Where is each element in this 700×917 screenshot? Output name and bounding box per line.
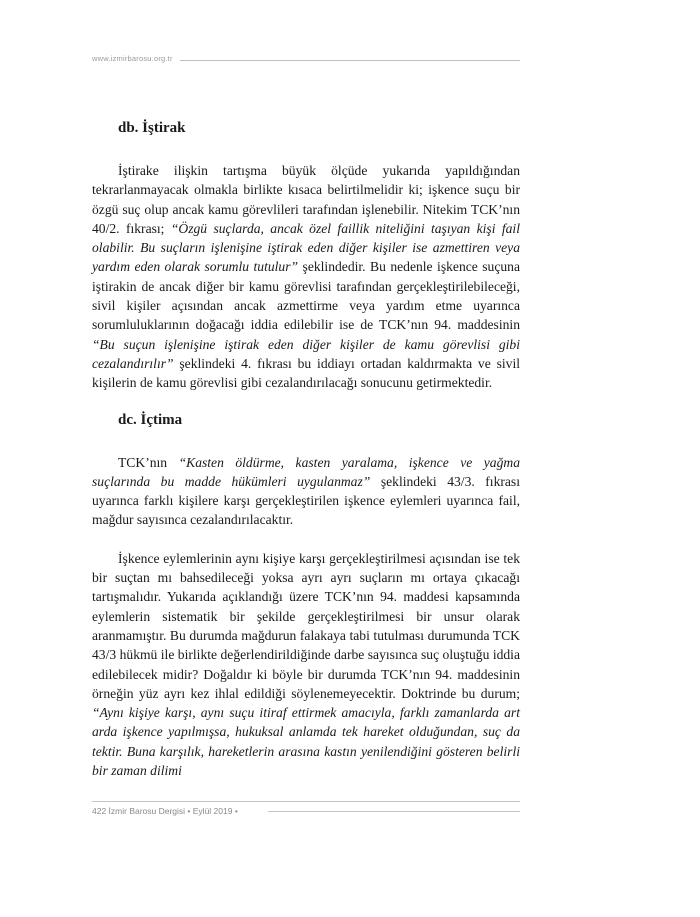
body-text: İşkence eylemlerinin aynı kişiye karşı gerçekleştirilmesi açısından ise tek bir suçtan mı bahsedileceği yoksa ayrı ayrı suçların mı ortaya çıkacağı tartışmalıdır. Yukarıda açıklandığı üzere TCK’nın 94. maddesi kapsamında eylemlerin sistematik bir şekilde gerçekleştirilmesi bir unsur olarak aranmamıştır. Bu durumda mağdurun falakaya tabi tutulması durumunda TCK 43/3 hükmü ile birlikte değerlendirildiğinde darbe sayısınca suç oluştuğu iddia edilebilecek midir? Doğaldır ki böyle bir durumda TCK’nın 94. maddesinin örneğin yüz ayrı kez ihlal edildiği söylenemeyecektir. Doktrinde bu durum; — [92, 550, 520, 701]
paragraph-ictima-1 — [92, 453, 520, 530]
header-divider — [180, 60, 520, 61]
section-heading-ictima: dc. İçtima — [118, 411, 183, 428]
paragraph-ictima-2 — [92, 549, 520, 781]
body-text: şeklindeki 4. fıkrası bu iddiayı ortadan kaldırmakta ve sivil kişilerin de kamu görevlisi gibi cezalandırılacağı sonucunu getirmektedir. — [92, 355, 520, 391]
body-text: İştirake ilişkin tartışma büyük ölçüde yukarıda yapıldığından tekrarlanmayacak olmakla birlikte kısaca belirtilmelidir ki; işkence suçu bir özgü suç olup ancak kamu görevlileri tarafından işlenebilir. Nitekim TCK’nın 40/2. fıkrası; — [92, 163, 520, 236]
body-text: şeklindedir. Bu nedenle işkence suçuna iştirakin de ancak diğer bir kamu görevlisi tarafından gerçekleştirilebileceği, sivil kişiler açısından ancak azmettirme veya yardım etme uyarınca sorumluluklarının doğacağı iddia edilebilir ise de TCK’nın 94. maddesinin — [92, 259, 520, 333]
body-text: TCK’nın — [118, 454, 179, 470]
quoted-text: “Aynı kişiye karşı, aynı suçu itiraf ettirmek amacıyla, farklı zamanlarda art arda işkence yapılmışsa, hukuksal anlamda tek hareket olduğundan, suç da tektir. Buna karşılık, hareketlerin arasına kastın yenilendiğini gösteren belirli bir zaman dilimi — [92, 705, 520, 779]
footer-divider-tail — [268, 811, 520, 812]
section-heading-istirak: db. İştirak — [118, 120, 186, 136]
quoted-text: “Özgü suçlarda, ancak özel faillik niteliğini taşıyan kişi fail olabilir. Bu suçların işlenişine iştirak eden diğer kişiler ise azmettiren veya yardım eden olarak sorumlu tutulur” — [92, 220, 520, 275]
footer-divider — [92, 801, 520, 802]
footer-page-info: 422 İzmir Barosu Dergisi • Eylül 2019 • — [92, 806, 238, 816]
body-text: şeklindeki 43/3. fıkrası uyarınca farklı kişilere karşı gerçekleştirilen işkence eylemleri uyarınca fail, mağdur sayısınca cezalandırılacaktır. — [92, 473, 520, 528]
page-body — [92, 118, 520, 780]
paragraph-istirak-1 — [92, 161, 520, 393]
header-url: www.izmirbarosu.org.tr — [92, 54, 173, 63]
quoted-text: “Kasten öldürme, kasten yaralama, işkence ve yağma suçlarında bu madde hükümleri uygulanmaz” — [92, 454, 520, 489]
quoted-text: “Bu suçun işlenişine iştirak eden diğer kişiler de kamu görevlisi gibi cezalandırılır” — [92, 336, 520, 371]
